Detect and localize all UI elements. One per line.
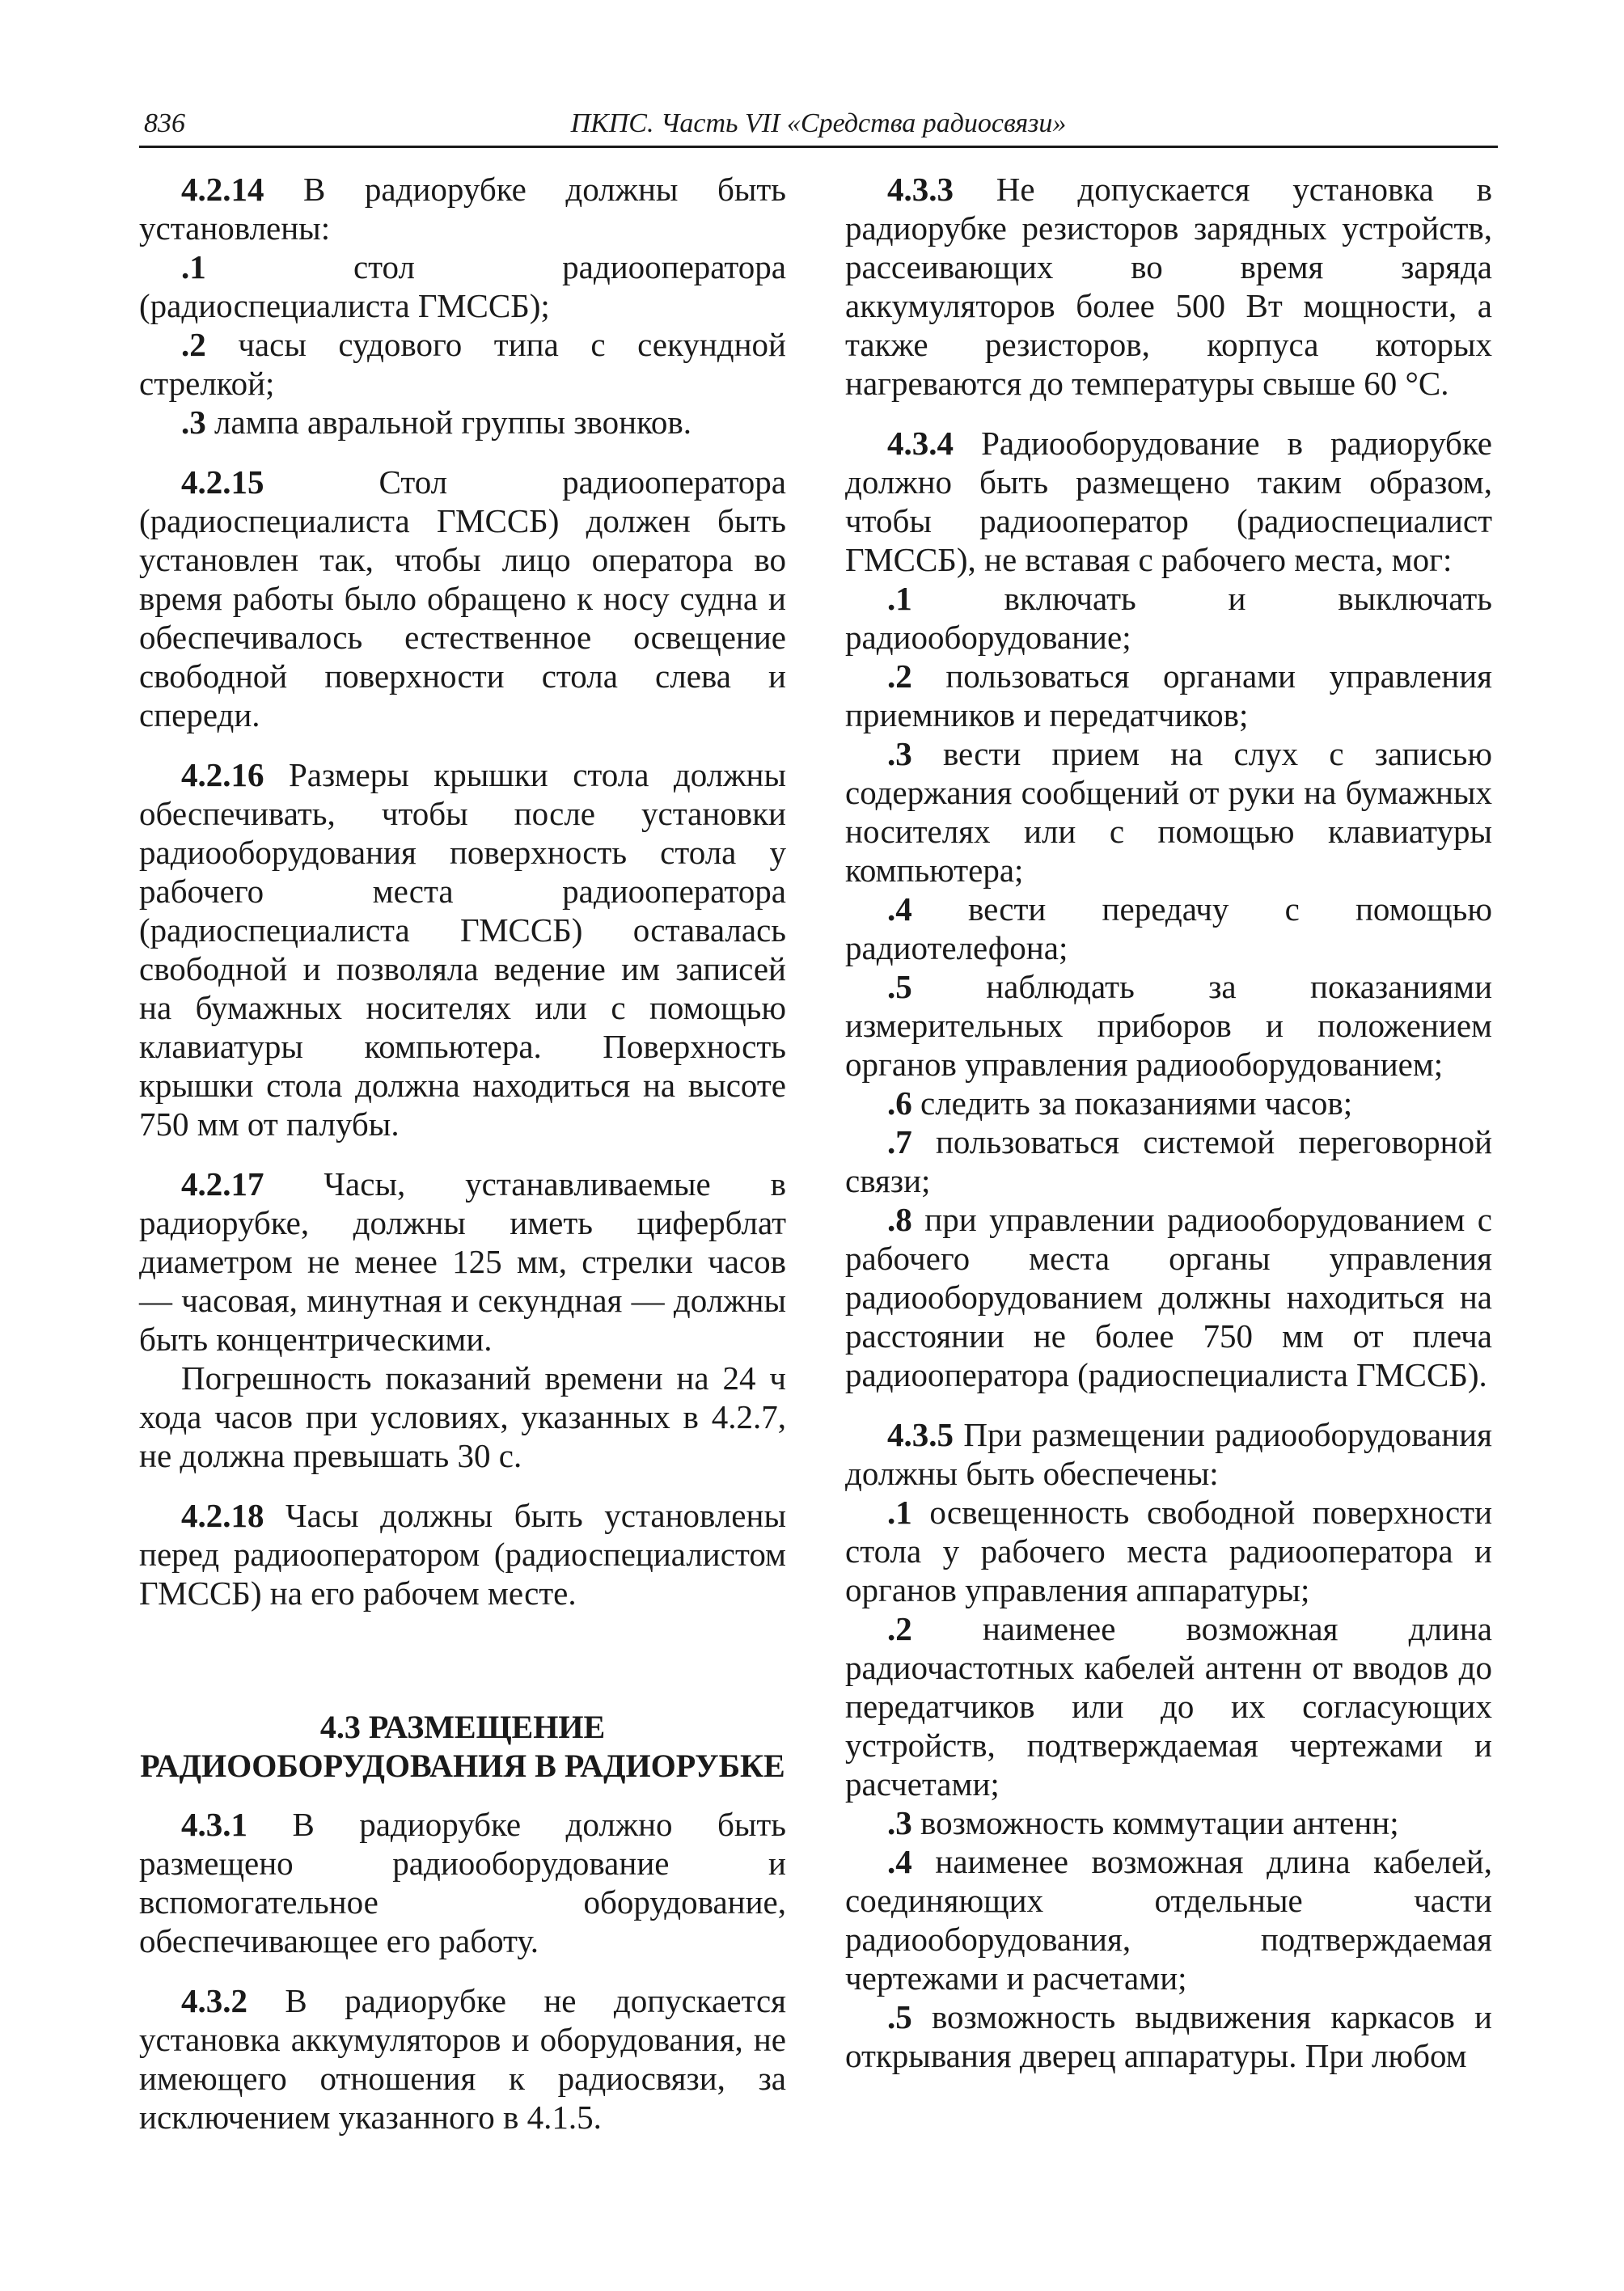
running-title: ПКПС. Часть VII «Средства радиосвязи» <box>570 108 1067 138</box>
section-heading: 4.3 РАЗМЕЩЕНИЕ РАДИООБОРУДОВАНИЯ В РАДИОРУБКЕ <box>140 1709 785 1784</box>
paragraph-4-2-17: 4.2.17 Часы, устанавливаемые в радиорубке, должны иметь циферблат диаметром не менее 125 мм, стрелки часов — часовая, минутная и секундная — должны быть концентрическими. <box>139 1165 786 1358</box>
list-item: .5 возможность выдвижения каркасов и открывания дверец аппаратуры. При любом <box>845 1998 1492 2074</box>
right-column <box>845 170 1492 2075</box>
list-item: .1 освещенность свободной поверхности стола у рабочего места радиооператора и органов управления аппаратуры; <box>845 1494 1493 1608</box>
list-item: .7 пользоваться системой переговорной связи; <box>845 1123 1493 1199</box>
paragraph-4-2-14: 4.2.14 В радиорубке должны быть установлены: <box>139 171 787 247</box>
paragraph-4-3-2: 4.3.2 В радиорубке не допускается установка аккумуляторов и оборудования, не имеющего отношения к радиосвязи, за исключением указанного в 4.1.5. <box>139 1982 787 2136</box>
list-item: .8 при управлении радиооборудованием с рабочего места органы управления радиооборудованием должны находиться на расстоянии не более 750 мм от плеча радиооператора (радиоспециалиста ГМССБ). <box>845 1201 1492 1393</box>
list-item: .5 наблюдать за показаниями измерительных приборов и положением органов управления радиооборудованием; <box>845 968 1493 1083</box>
paragraph-4-3-5: 4.3.5 При размещении радиооборудования должны быть обеспечены: <box>845 1416 1492 1492</box>
page-header <box>139 104 1498 148</box>
list-item: .3 лампа авральной группы звонков. <box>181 404 692 441</box>
list-item: .4 вести передачу с помощью радиотелефона; <box>845 890 1492 966</box>
paragraph-4-3-1: 4.3.1 В радиорубке должно быть размещено радиооборудование и вспомогательное оборудование, обеспечивающее его работу. <box>139 1806 787 1959</box>
list-item: .1 включать и выключать радиооборудование; <box>845 580 1492 656</box>
list-item: .2 наименее возможная длина радиочастотных кабелей антенн от вводов до передатчиков или до их согласующих устройств, подтверждаемая чертежами и расчетами; <box>845 1610 1493 1803</box>
paragraph-4-2-17-continued: Погрешность показаний времени на 24 ч хода часов при условиях, указанных в 4.2.7, не должна превышать 30 с. <box>139 1359 786 1474</box>
list-item: .4 наименее возможная длина кабелей, соединяющих отдельные части радиооборудования, подтверждаемая чертежами и расчетами; <box>845 1843 1492 1997</box>
left-column <box>139 170 786 2137</box>
list-item: .2 часы судового типа с секундной стрелкой; <box>139 326 786 402</box>
list-item: .6 следить за показаниями часов; <box>887 1084 1353 1122</box>
paragraph-4-2-15: 4.2.15 Стол радиооператора (радиоспециалиста ГМССБ) должен быть установлен так, чтобы лицо оператора во время работы было обращено к носу судна и обеспечивалось естественное освещение свободной поверхности стола слева и спереди. <box>139 463 787 733</box>
list-item: .2 пользоваться органами управления приемников и передатчиков; <box>845 657 1493 733</box>
paragraph-4-2-18: 4.2.18 Часы должны быть установлены перед радиооператором (радиоспециалистом ГМССБ) на его рабочем месте. <box>139 1497 786 1612</box>
list-item: .1 стол радиооператора (радиоспециалиста ГМССБ); <box>139 248 786 324</box>
list-item: .3 возможность коммутации антенн; <box>887 1804 1399 1841</box>
list-item: .3 вести прием на слух с записью содержания сообщений от руки на бумажных носителях или с помощью клавиатуры компьютера; <box>845 735 1492 889</box>
paragraph-4-2-16: 4.2.16 Размеры крышки стола должны обеспечивать, чтобы после установки радиооборудования поверхность стола у рабочего места радиооператора (радиоспециалиста ГМССБ) оставалась свободной и позволяла ведение им записей на бумажных носителях или с помощью клавиатуры компьютера. Поверхность крышки стола должна находиться на высоте 750 мм от палубы. <box>139 756 786 1143</box>
paragraph-4-3-3: 4.3.3 Не допускается установка в радиорубке резисторов зарядных устройств, рассеивающих во время заряда аккумуляторов более 500 Вт мощности, а также резисторов, корпуса которых нагреваются до температуры свыше 60 °С. <box>845 171 1492 402</box>
paragraph-4-3-4: 4.3.4 Радиооборудование в радиорубке должно быть размещено таким образом, чтобы радиооператор (радиоспециалист ГМССБ), не вставая с рабочего места, мог: <box>845 425 1493 578</box>
page-number: 836 <box>144 108 185 138</box>
